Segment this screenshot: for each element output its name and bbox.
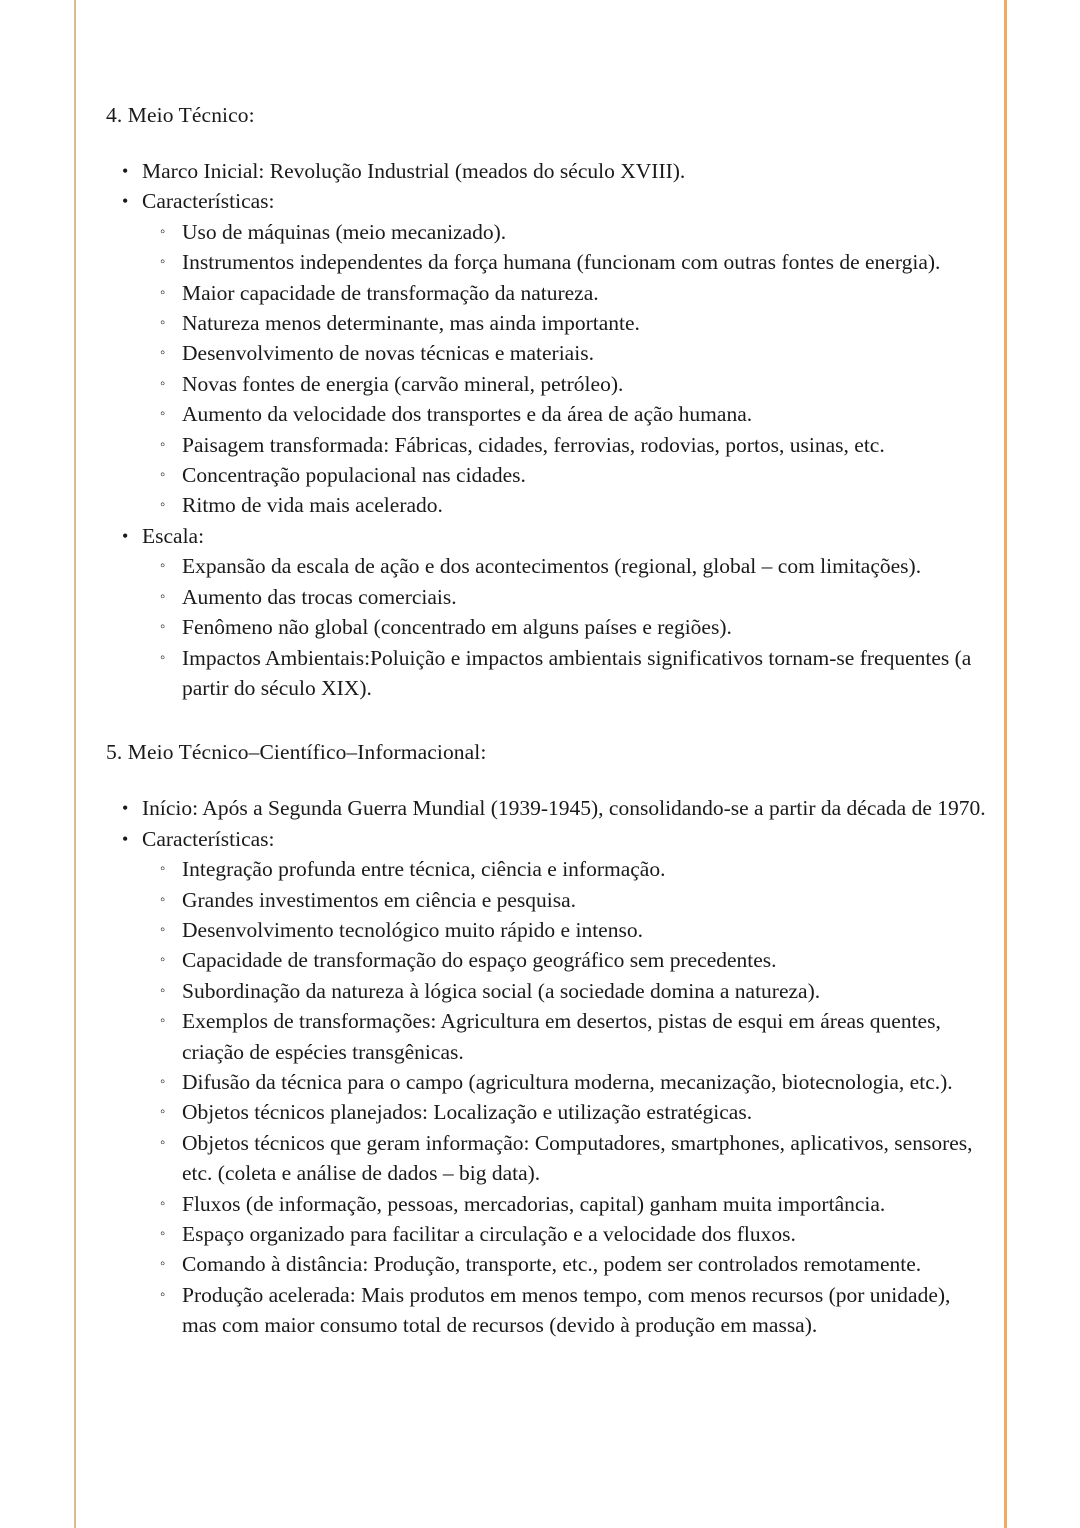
sublist-item bbox=[144, 885, 986, 915]
bullet-circle-icon: ◦ bbox=[160, 952, 166, 969]
sublist-item bbox=[144, 945, 986, 975]
sublist-item bbox=[144, 460, 986, 490]
sublist-item bbox=[144, 490, 986, 520]
sublist-item bbox=[144, 582, 986, 612]
sublist-item-label: Ritmo de vida mais acelerado. bbox=[182, 493, 443, 518]
bullet-circle-icon: ◦ bbox=[160, 649, 166, 666]
right-margin-rule bbox=[1004, 0, 1007, 1528]
bullet-circle-icon: ◦ bbox=[160, 1195, 166, 1212]
bullet-circle-icon: ◦ bbox=[160, 345, 166, 362]
bullet-list-level2 bbox=[144, 217, 986, 521]
bullet-circle-icon: ◦ bbox=[160, 1134, 166, 1151]
sublist-item-label: Aumento da velocidade dos transportes e da área de ação humana. bbox=[182, 402, 753, 427]
sublist-item-label: Fenômeno não global (concentrado em alguns países e regiões). bbox=[182, 615, 732, 640]
sublist-item bbox=[144, 551, 986, 581]
bullet-circle-icon: ◦ bbox=[160, 1104, 166, 1121]
list-item-label: Escala: bbox=[142, 523, 205, 548]
sublist-item bbox=[144, 1006, 986, 1067]
sublist-item-label: Paisagem transformada: Fábricas, cidades, ferrovias, rodovias, portos, usinas, etc. bbox=[182, 432, 885, 457]
sublist-item-label: Maior capacidade de transformação da natureza. bbox=[182, 280, 599, 305]
section-heading: 5. Meio Técnico–Científico–Informacional: bbox=[106, 740, 487, 765]
bullet-disc-icon: • bbox=[122, 798, 129, 819]
bullet-circle-icon: ◦ bbox=[160, 254, 166, 271]
sublist-item-label: Instrumentos independentes da força humana (funcionam com outras fontes de energia). bbox=[182, 250, 941, 275]
bullet-list-level1 bbox=[106, 156, 986, 703]
bullet-circle-icon: ◦ bbox=[160, 891, 166, 908]
sublist-item bbox=[144, 1219, 986, 1249]
bullet-circle-icon: ◦ bbox=[160, 982, 166, 999]
bullet-circle-icon: ◦ bbox=[160, 861, 166, 878]
bullet-circle-icon: ◦ bbox=[160, 284, 166, 301]
bullet-circle-icon: ◦ bbox=[160, 406, 166, 423]
bullet-circle-icon: ◦ bbox=[160, 375, 166, 392]
sublist-container bbox=[106, 217, 986, 521]
sublist-item-label: Subordinação da natureza à lógica social (a sociedade domina a natureza). bbox=[182, 978, 821, 1003]
sublist-item bbox=[144, 1280, 986, 1341]
sublist-item-label: Concentração populacional nas cidades. bbox=[182, 463, 526, 488]
sublist-item-label: Objetos técnicos que geram informação: Computadores, smartphones, aplicativos, sensores, etc. (coleta e análise de dados – big data). bbox=[182, 1130, 973, 1186]
sublist-item bbox=[144, 430, 986, 460]
sublist-item-label: Grandes investimentos em ciência e pesquisa. bbox=[182, 887, 577, 912]
sublist-item bbox=[144, 247, 986, 277]
list-item bbox=[106, 156, 986, 186]
bullet-circle-icon: ◦ bbox=[160, 223, 166, 240]
sublist-item-label: Difusão da técnica para o campo (agricultura moderna, mecanização, biotecnologia, etc.). bbox=[182, 1069, 953, 1094]
list-item-label: Início: Após a Segunda Guerra Mundial (1939-1945), consolidando-se a partir da década de 1970. bbox=[142, 796, 986, 821]
document-body bbox=[106, 100, 986, 1341]
sublist-item-label: Natureza menos determinante, mas ainda importante. bbox=[182, 311, 640, 336]
bullet-circle-icon: ◦ bbox=[160, 588, 166, 605]
sublist-item bbox=[144, 1097, 986, 1127]
list-item bbox=[106, 186, 986, 216]
sublist-item-label: Fluxos (de informação, pessoas, mercadorias, capital) ganham muita importância. bbox=[182, 1191, 886, 1216]
sublist-item bbox=[144, 854, 986, 884]
sublist-item-label: Produção acelerada: Mais produtos em menos tempo, com menos recursos (por unidade), mas com maior consumo total de recursos (devido à produção em massa). bbox=[182, 1282, 951, 1338]
sublist-item bbox=[144, 278, 986, 308]
bullet-circle-icon: ◦ bbox=[160, 436, 166, 453]
sublist-item-label: Uso de máquinas (meio mecanizado). bbox=[182, 219, 507, 244]
bullet-circle-icon: ◦ bbox=[160, 1256, 166, 1273]
bullet-circle-icon: ◦ bbox=[160, 497, 166, 514]
list-item bbox=[106, 793, 986, 823]
bullet-circle-icon: ◦ bbox=[160, 921, 166, 938]
sublist-container bbox=[106, 551, 986, 703]
sublist-item-label: Desenvolvimento tecnológico muito rápido e intenso. bbox=[182, 917, 643, 942]
bullet-circle-icon: ◦ bbox=[160, 467, 166, 484]
bullet-circle-icon: ◦ bbox=[160, 1226, 166, 1242]
sublist-item-label: Comando à distância: Produção, transporte, etc., podem ser controlados remotamente. bbox=[182, 1252, 922, 1277]
sublist-item-label: Capacidade de transformação do espaço geográfico sem precedentes. bbox=[182, 948, 777, 973]
bullet-circle-icon: ◦ bbox=[160, 619, 166, 636]
bullet-circle-icon: ◦ bbox=[160, 315, 166, 332]
bullet-circle-icon: ◦ bbox=[160, 1286, 166, 1303]
sublist-item-label: Objetos técnicos planejados: Localização e utilização estratégicas. bbox=[182, 1100, 753, 1125]
list-item bbox=[106, 521, 986, 551]
sublist-item-label: Integração profunda entre técnica, ciência e informação. bbox=[182, 857, 666, 882]
sublist-container bbox=[106, 854, 986, 1341]
bullet-list-level2 bbox=[144, 551, 986, 703]
sublist-item bbox=[144, 915, 986, 945]
sublist-item bbox=[144, 338, 986, 368]
sublist-item bbox=[144, 399, 986, 429]
bullet-disc-icon: • bbox=[122, 161, 129, 181]
sublist-item bbox=[144, 643, 986, 704]
bullet-list-level2 bbox=[144, 854, 986, 1341]
list-item-label: Características: bbox=[142, 826, 275, 851]
left-margin-rule bbox=[74, 0, 76, 1528]
list-item-label: Características: bbox=[142, 189, 275, 214]
sublist-item-label: Desenvolvimento de novas técnicas e materiais. bbox=[182, 341, 594, 366]
bullet-disc-icon: • bbox=[122, 828, 129, 849]
sublist-item-label: Impactos Ambientais:Poluição e impactos ambientais significativos tornam-se frequentes (a partir do século XIX). bbox=[182, 645, 972, 700]
bullet-circle-icon: ◦ bbox=[160, 558, 166, 575]
sublist-item bbox=[144, 1189, 986, 1219]
sublist-item bbox=[144, 1128, 986, 1189]
sublist-item-label: Exemplos de transformações: Agricultura em desertos, pistas de esqui em áreas quentes, criação de espécies transgênicas. bbox=[182, 1009, 941, 1064]
section-heading: 4. Meio Técnico: bbox=[106, 103, 255, 127]
bullet-list-level1 bbox=[106, 793, 986, 1340]
document-section bbox=[106, 100, 986, 703]
sublist-item bbox=[144, 308, 986, 338]
document-section bbox=[106, 737, 986, 1340]
list-item bbox=[106, 824, 986, 854]
sublist-item bbox=[144, 369, 986, 399]
sublist-item bbox=[144, 1067, 986, 1097]
sublist-item-label: Espaço organizado para facilitar a circulação e a velocidade dos fluxos. bbox=[182, 1222, 796, 1246]
sublist-item bbox=[144, 1249, 986, 1279]
sublist-item-label: Aumento das trocas comerciais. bbox=[182, 584, 457, 609]
bullet-circle-icon: ◦ bbox=[160, 1073, 166, 1090]
sublist-item bbox=[144, 976, 986, 1006]
bullet-disc-icon: • bbox=[122, 191, 129, 212]
sublist-item-label: Novas fontes de energia (carvão mineral, petróleo). bbox=[182, 371, 624, 396]
sublist-item bbox=[144, 217, 986, 247]
bullet-disc-icon: • bbox=[122, 525, 129, 546]
bullet-circle-icon: ◦ bbox=[160, 1013, 166, 1030]
sublist-item-label: Expansão da escala de ação e dos acontecimentos (regional, global – com limitações). bbox=[182, 554, 922, 579]
sublist-item bbox=[144, 612, 986, 642]
list-item-label: Marco Inicial: Revolução Industrial (meados do século XVIII). bbox=[142, 159, 686, 183]
